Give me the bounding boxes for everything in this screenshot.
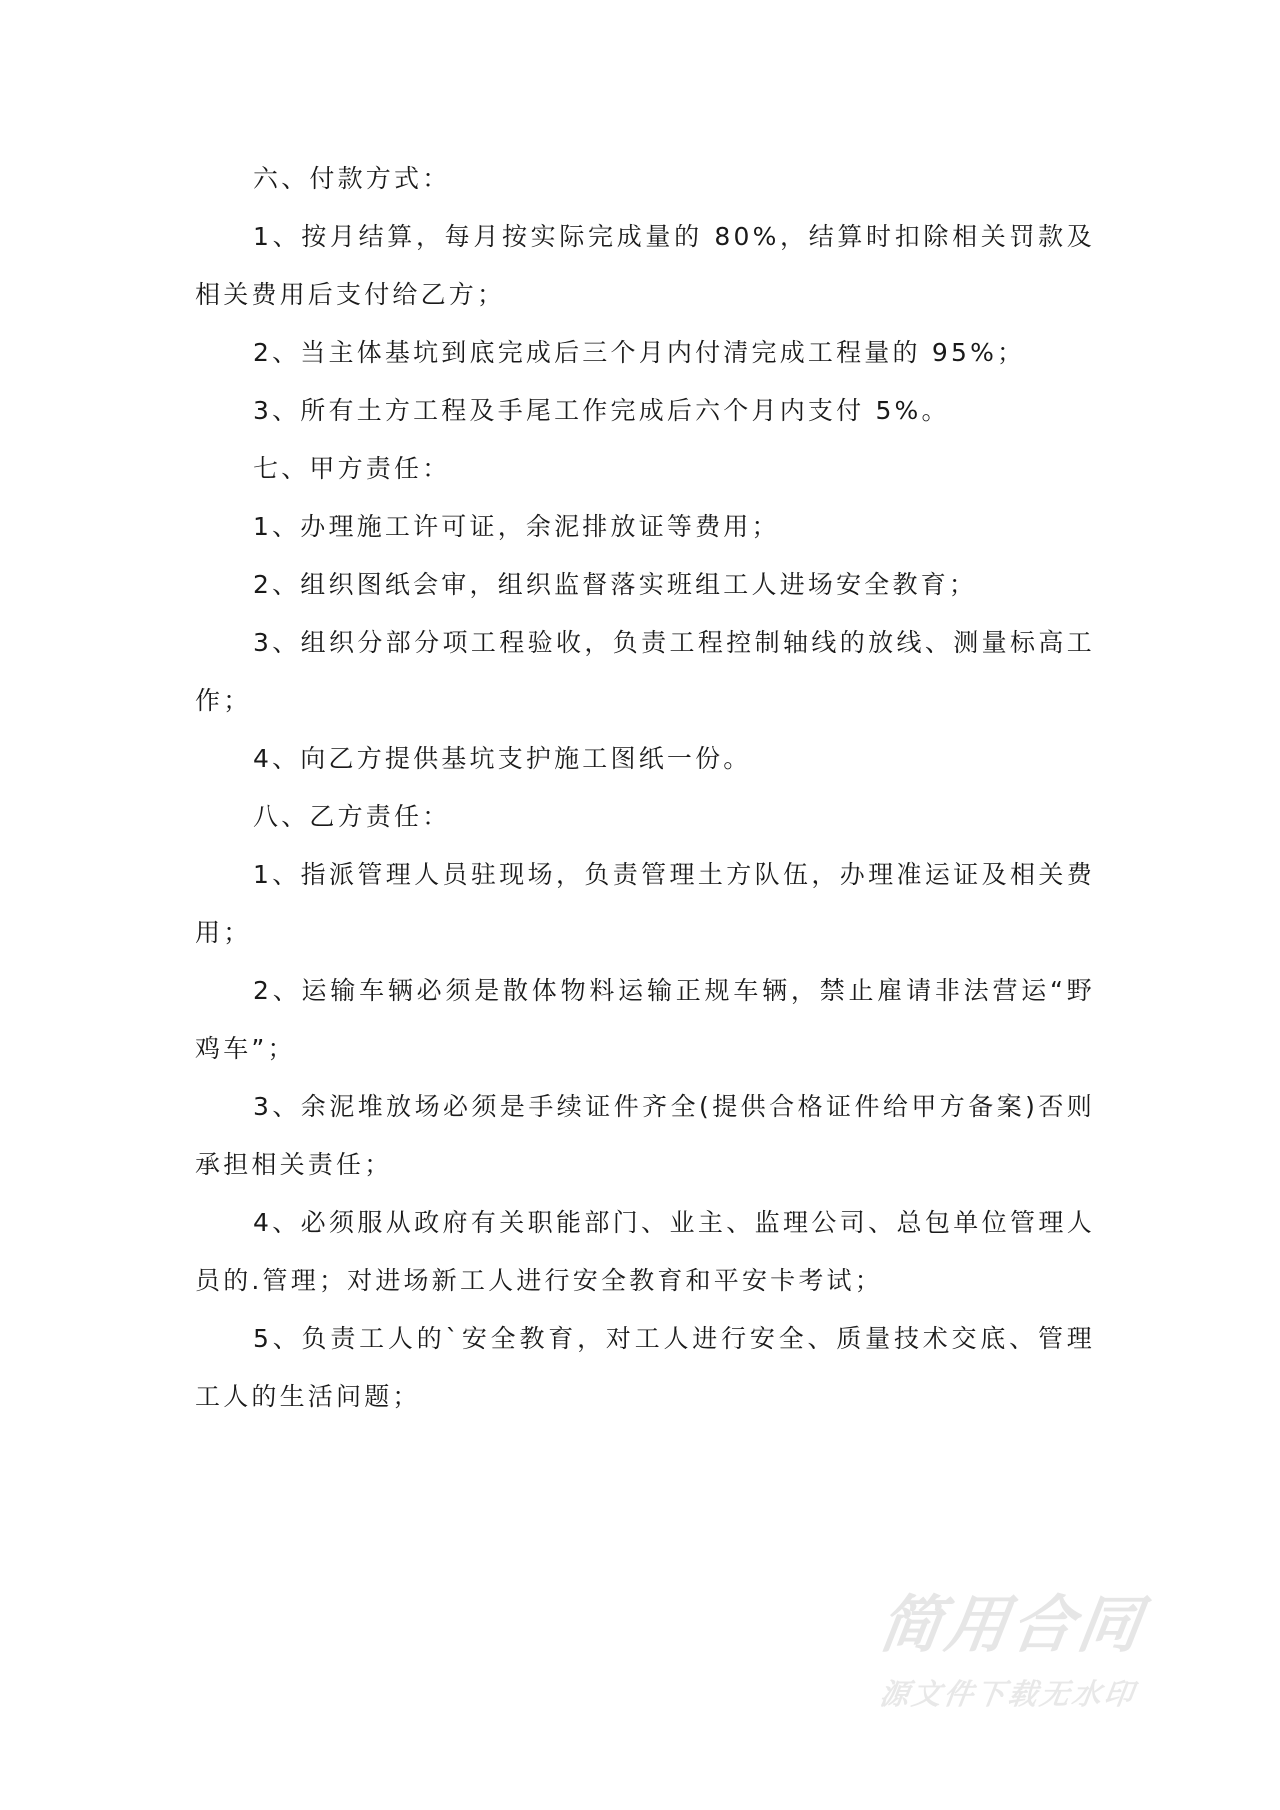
payment-clause-1: 1、按月结算，每月按实际完成量的 80%，结算时扣除相关罚款及相关费用后支付给乙方； bbox=[195, 222, 1095, 309]
party-a-clause-2: 2、组织图纸会审，组织监督落实班组工人进场安全教育； bbox=[253, 570, 978, 599]
payment-clause-3: 3、所有土方工程及手尾工作完成后六个月内支付 5%。 bbox=[253, 396, 950, 425]
watermark-tagline: 源文件下载无水印 bbox=[877, 1677, 1139, 1711]
party-b-clause-3: 3、余泥堆放场必须是手续证件齐全(提供合格证件给甲方备案)否则承担相关责任； bbox=[195, 1092, 1095, 1179]
section-heading-party-b: 八、乙方责任： bbox=[253, 802, 451, 831]
watermark-brand: 简用合同 bbox=[874, 1588, 1150, 1661]
party-a-clause-3: 3、组织分部分项工程验收，负责工程控制轴线的放线、测量标高工作； bbox=[195, 628, 1095, 715]
party-b-clause-1: 1、指派管理人员驻现场，负责管理土方队伍，办理准运证及相关费用； bbox=[195, 860, 1095, 947]
party-b-clause-5: 5、负责工人的`安全教育，对工人进行安全、质量技术交底、管理工人的生活问题； bbox=[195, 1324, 1095, 1411]
payment-clause-2: 2、当主体基坑到底完成后三个月内付清完成工程量的 95%； bbox=[253, 338, 1026, 367]
section-heading-payment: 六、付款方式： bbox=[253, 164, 451, 193]
party-a-clause-1: 1、办理施工许可证，余泥排放证等费用； bbox=[253, 512, 780, 541]
party-b-clause-4: 4、必须服从政府有关职能部门、业主、监理公司、总包单位管理人员的.管理；对进场新工人进行安全教育和平安卡考试； bbox=[195, 1208, 1095, 1295]
section-heading-party-a: 七、甲方责任： bbox=[253, 454, 451, 483]
document-body bbox=[195, 150, 1095, 1426]
party-b-clause-2: 2、运输车辆必须是散体物料运输正规车辆，禁止雇请非法营运“野鸡车”； bbox=[195, 976, 1095, 1063]
watermark bbox=[874, 1588, 1200, 1714]
party-a-clause-4: 4、向乙方提供基坑支护施工图纸一份。 bbox=[253, 744, 752, 773]
